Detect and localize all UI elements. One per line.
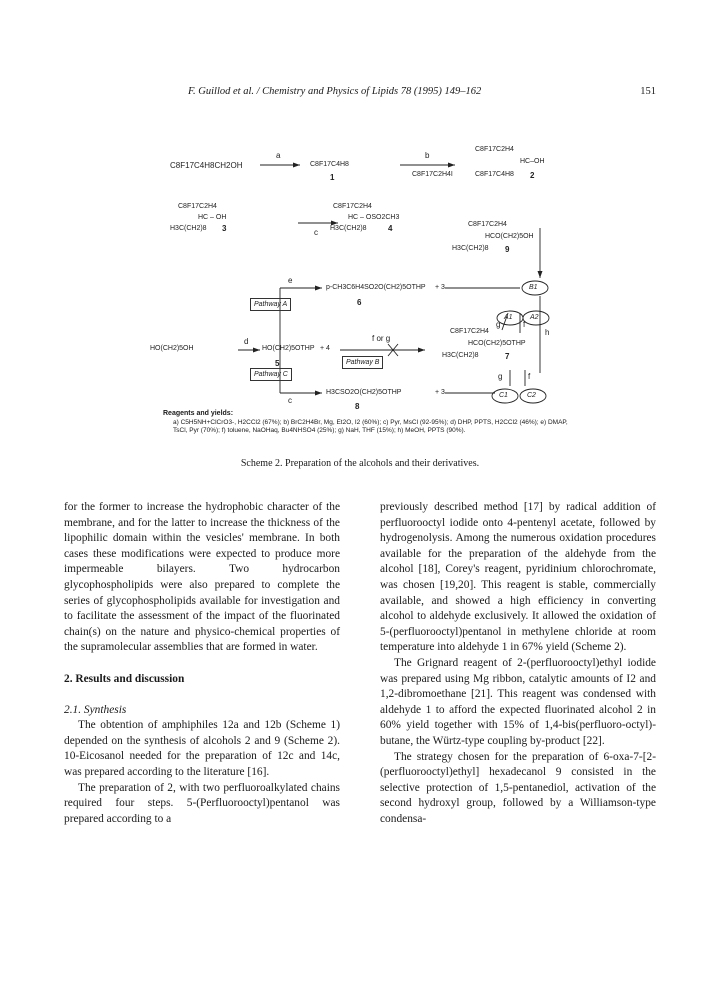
pathway-b-box: Pathway B xyxy=(342,356,383,369)
label-d: d xyxy=(244,337,249,346)
compound-2-number: 2 xyxy=(530,171,535,180)
compound-4-top: C8F17C2H4 xyxy=(333,203,372,210)
compound-3-number: 3 xyxy=(222,224,227,233)
compound-6-plus: + 3 xyxy=(435,284,445,291)
right-paragraph-3: The strategy chosen for the preparation of 6-oxa-7-[2-(perfluorooctyl)ethyl] hexadecanol 9 consisted in the selective protection of 1,5-pentanediol, activation of the second hydroxyl group, followed by a Williamson-type condensa- xyxy=(380,750,656,825)
compound-9-bottom: H3C(CH2)8 xyxy=(452,245,489,252)
pentanediol: HO(CH2)5OH xyxy=(150,345,194,352)
compound-7-number: 7 xyxy=(505,352,510,361)
label-f: f xyxy=(523,320,526,329)
compound-3-mid: HC – OH xyxy=(198,214,227,221)
compound-4-number: 4 xyxy=(388,224,393,233)
compound-3-top: C8F17C2H4 xyxy=(178,203,217,210)
compound-1-top: C8F17C4H8 xyxy=(310,161,349,168)
page-header xyxy=(0,86,720,102)
oval-b1-label: B1 xyxy=(529,284,538,291)
reaction-scheme xyxy=(150,138,610,448)
oval-c2-label: C2 xyxy=(527,392,536,399)
compound-3-bottom: H3C(CH2)8 xyxy=(170,225,207,232)
label-b: b xyxy=(425,151,430,160)
compound-4-mid: HC – OSO2CH3 xyxy=(348,214,400,221)
left-paragraph-2: The obtention of amphiphiles 12a and 12b (Scheme 1) depended on the synthesis of alcohols 2 and 9 (Scheme 2). 10-Eicosanol needed for the preparation of 12c and 14c, was prepared according to the literature [16]. xyxy=(64,719,340,778)
compound-4-bottom: H3C(CH2)8 xyxy=(330,225,367,232)
compound-7-mid: HCO(CH2)5OTHP xyxy=(468,340,526,347)
reagents-and-yields xyxy=(163,410,583,436)
right-paragraph-2: The Grignard reagent of 2-(perfluorooctyl)ethyl iodide was prepared using Mg ribbon, catalytic amounts of I2 and 1,2-dibromoethane [21]. This reagent was condensed with aldehyde 1 to afford the expected fluorinated alcohol 2 in 60% yield together with 15% of 1,4-bis(perfluoro-octyl)-butane, the Würtz-type coupling by-product [22]. xyxy=(380,656,656,747)
label-f-lower: f xyxy=(528,372,531,381)
page-number: 151 xyxy=(640,86,656,97)
right-paragraph-1: previously described method [17] by radical addition of perfluorooctyl iodide onto 4-pentenyl acetate, followed by hydrogenolysis. Among the numerous oxidation procedures available for the preparation of the aldehyde from the alcohol [18], Corey's reagent, pyridinium chlorochromate, was chosen [19,20]. This reagent is stable, commercially available, and showed a high efficiency in converting alcohol to aldehyde exclusively. It allowed the oxidation of 5-(perfluorooctyl)pentanol in methylene chloride at room temperature into aldehyde 1 in 67% yield (Scheme 2). xyxy=(380,501,656,654)
label-e: e xyxy=(288,276,293,285)
compound-2-bottom: C8F17C4H8 xyxy=(475,171,514,178)
start-alcohol: C8F17C4H8CH2OH xyxy=(170,161,243,170)
subsection-heading: 2.1. Synthesis xyxy=(64,703,127,716)
compound-7-top: C8F17C2H4 xyxy=(450,328,489,335)
reagents-text: a) C5H5NH+ClCrO3-, H2CCl2 (67%); b) BrC2H4Br, Mg, Et2O, I2 (60%); c) Pyr, MsCl (92-95%); d) DHP, PPTS, H2CCl2 (46%); e) DMAP, TsCl, Pyr (70%); f) toluene, NaOHaq, Bu4NHSO4 (25%); g) NaH, THF (15%); h) MeOH, PPTS (90%). xyxy=(173,418,568,434)
compound-5-number: 5 xyxy=(275,359,280,368)
compound-9-top: C8F17C2H4 xyxy=(468,221,507,228)
oval-c1-label: C1 xyxy=(499,392,508,399)
label-g-lower: g xyxy=(498,372,503,381)
compound-9-mid: HCO(CH2)5OH xyxy=(485,233,534,240)
running-title: F. Guillod et al. / Chemistry and Physics of Lipids 78 (1995) 149–162 xyxy=(188,86,482,97)
compound-2-top: C8F17C2H4 xyxy=(475,146,514,153)
left-paragraph-1: for the former to increase the hydrophobic character of the membrane, and for the latter to increase the thickness of the lipophilic domain within the vesicles' membrane. In both cases these modifications were expected to produce more impermeable bilayers. Two hydrocarbon glycophospholipids were also prepared to complete the series of glycophospholipids available for investigation and to facilitate the assessment of the impact of the fluorinated chain(s) on the nature and physico-chemical properties of the supramolecular assemblies that are formed in water. xyxy=(64,501,340,654)
label-c: c xyxy=(314,228,318,237)
label-a: a xyxy=(276,151,281,160)
oval-a2-label: A2 xyxy=(530,314,539,321)
compound-8: H3CSO2O(CH2)5OTHP xyxy=(326,389,402,396)
compound-2-mid: HC–OH xyxy=(520,158,545,165)
oval-a1-label: A1 xyxy=(504,314,513,321)
right-column xyxy=(380,500,656,827)
left-paragraph-3: The preparation of 2, with two perfluoroalkylated chains required four steps. 5-(Perfluorooctyl)pentanol was prepared according to a xyxy=(64,781,340,825)
compound-5: HO(CH2)5OTHP xyxy=(262,345,315,352)
compound-7-bottom: H3C(CH2)8 xyxy=(442,352,479,359)
compound-5-plus: + 4 xyxy=(320,345,330,352)
label-c-lower: c xyxy=(288,396,292,405)
reagents-heading: Reagents and yields: xyxy=(163,410,234,417)
compound-8-plus: + 3 xyxy=(435,389,445,396)
compound-6: p-CH3C6H4SO2O(CH2)5OTHP xyxy=(326,284,426,291)
compound-6-number: 6 xyxy=(357,298,362,307)
label-h: h xyxy=(545,328,550,337)
pathway-c-box: Pathway C xyxy=(250,368,292,381)
label-g: g xyxy=(496,320,501,329)
compound-1-number: 1 xyxy=(330,173,335,182)
compound-1-reagent: C8F17C2H4I xyxy=(412,171,453,178)
compound-8-number: 8 xyxy=(355,402,360,411)
label-f-or-g: f or g xyxy=(372,334,391,343)
compound-9-number: 9 xyxy=(505,245,510,254)
left-column xyxy=(64,500,340,827)
pathway-a-box: Pathway A xyxy=(250,298,291,311)
section-heading: 2. Results and discussion xyxy=(64,672,185,685)
scheme-caption: Scheme 2. Preparation of the alcohols and their derivatives. xyxy=(240,458,480,469)
